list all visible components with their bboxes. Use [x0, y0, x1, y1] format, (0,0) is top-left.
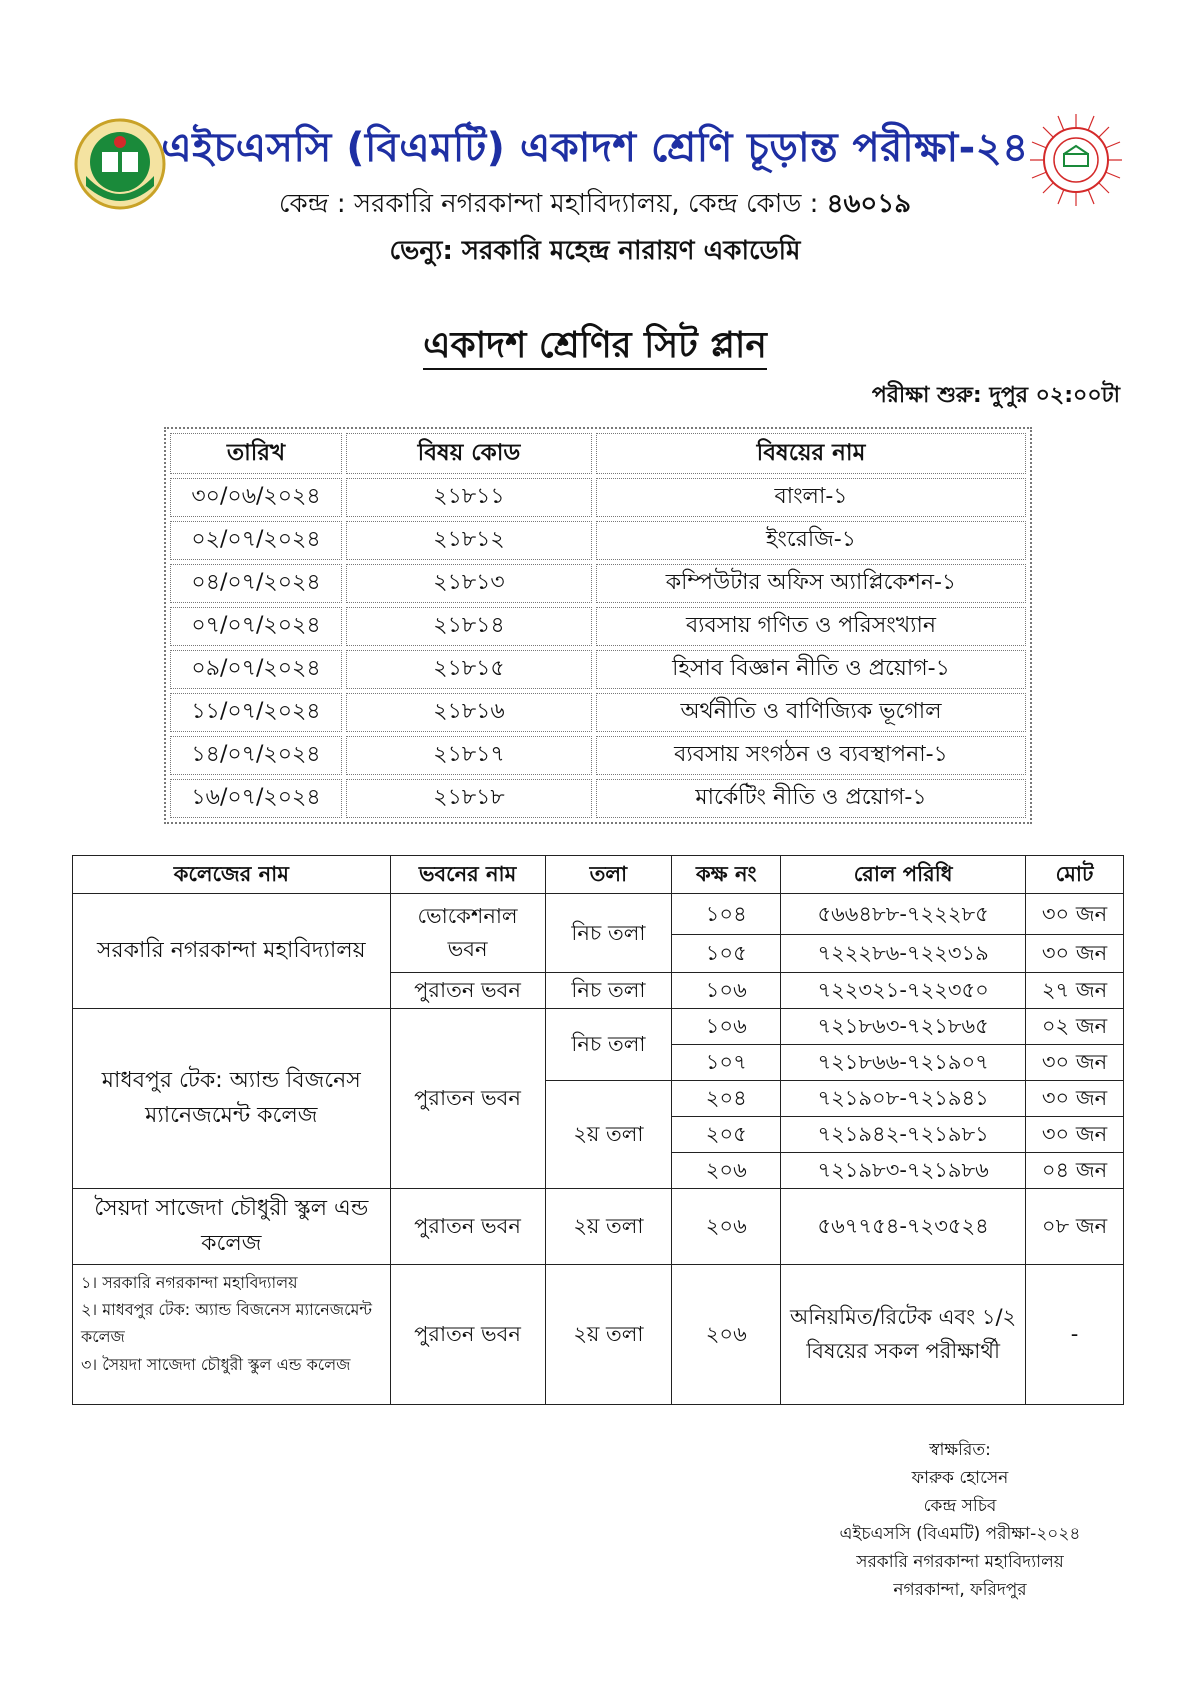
seat-header-row	[73, 856, 1124, 894]
subject-cell: ইংরেজি-১	[596, 521, 1026, 560]
floor-name: ২য় তলা	[545, 1189, 672, 1265]
roll-range: ৭২১৯৮৩-৭২১৯৮৬	[781, 1153, 1026, 1189]
college-name: সৈয়দা সাজেদা চৌধুরী স্কুল এন্ড কলেজ	[73, 1189, 391, 1265]
room-number: ১০৫	[672, 935, 781, 973]
venue-line: ভেন্যু: সরকারি মহেন্দ্র নারায়ণ একাডেমি	[389, 236, 801, 266]
date-cell: ০২/০৭/২০২৪	[170, 521, 342, 560]
date-cell: ৩০/০৬/২০২৪	[170, 478, 342, 517]
schedule-row	[170, 736, 1026, 775]
code-cell: ২১৮১২	[346, 521, 592, 560]
student-total: ৩০ জন	[1026, 1045, 1124, 1081]
student-total: ২৭ জন	[1026, 973, 1124, 1009]
exam-start-time: পরীক্ষা শুরু: দুপুর ০২:০০টা	[871, 383, 1120, 408]
schedule-row	[170, 521, 1026, 560]
code-cell: ২১৮১৭	[346, 736, 592, 775]
building-name: ভোকেশনাল ভবন	[390, 894, 545, 973]
schedule-row	[170, 693, 1026, 732]
roll-range: ৭২২৩২১-৭২২৩৫০	[781, 973, 1026, 1009]
roll-range: ৭২১৯৪২-৭২১৯৮১	[781, 1117, 1026, 1153]
schedule-header-row	[170, 433, 1026, 474]
subject-cell: মার্কেটিং নীতি ও প্রয়োগ-১	[596, 779, 1026, 818]
center-code: ৪৬০১৯	[826, 189, 912, 219]
code-cell: ২১৮১৮	[346, 779, 592, 818]
table-row	[73, 1265, 1124, 1405]
building-name: পুরাতন ভবন	[390, 973, 545, 1009]
schedule-row	[170, 650, 1026, 689]
building-name: পুরাতন ভবন	[390, 1009, 545, 1189]
college-name: মাধবপুর টেক: অ্যান্ড বিজনেস ম্যানেজমেন্ট কলেজ	[73, 1009, 391, 1189]
roll-range: ৫৬৭৭৫৪-৭২৩৫২৪	[781, 1189, 1026, 1265]
table-row	[73, 1189, 1124, 1265]
header-subject-name: বিষয়ের নাম	[596, 433, 1026, 474]
floor-name: ২য় তলা	[545, 1265, 672, 1405]
roll-range: ৭২১৮৬৩-৭২১৮৬৫	[781, 1009, 1026, 1045]
subject-cell: হিসাব বিজ্ঞান নীতি ও প্রয়োগ-১	[596, 650, 1026, 689]
center-line	[0, 183, 1190, 227]
subject-cell: ব্যবসায় গণিত ও পরিসংখ্যান	[596, 607, 1026, 646]
list-item: ৩। সৈয়দা সাজেদা চৌধুরী স্কুল এন্ড কলেজ	[81, 1354, 351, 1374]
list-item: ১। সরকারি নগরকান্দা মহাবিদ্যালয়	[81, 1273, 298, 1292]
signatory-location: নগরকান্দা, ফরিদপুর	[893, 1580, 1027, 1600]
sheet-title-text: একাদশ শ্রেণির সিট প্লান	[423, 325, 767, 370]
room-number: ১০৬	[672, 1009, 781, 1045]
sheet-title	[0, 318, 1190, 378]
subject-cell: বাংলা-১	[596, 478, 1026, 517]
code-cell: ২১৮১৬	[346, 693, 592, 732]
roll-range: ৭২২২৮৬-৭২২৩১৯	[781, 935, 1026, 973]
code-cell: ২১৮১৫	[346, 650, 592, 689]
signatory-institution: সরকারি নগরকান্দা মহাবিদ্যালয়	[856, 1552, 1064, 1572]
student-total: -	[1026, 1265, 1124, 1405]
table-row	[73, 894, 1124, 935]
student-total: ৩০ জন	[1026, 1081, 1124, 1117]
date-cell: ০৭/০৭/২০২৪	[170, 607, 342, 646]
date-cell: ১৪/০৭/২০২৪	[170, 736, 342, 775]
building-name: পুরাতন ভবন	[390, 1189, 545, 1265]
signatory-name: ফারুক হোসেন	[911, 1468, 1009, 1488]
student-total: ৩০ জন	[1026, 935, 1124, 973]
subject-cell: ব্যবসায় সংগঠন ও ব্যবস্থাপনা-১	[596, 736, 1026, 775]
student-total: ৩০ জন	[1026, 1117, 1124, 1153]
student-total: ৩০ জন	[1026, 894, 1124, 935]
irregular-college-list	[73, 1265, 391, 1405]
table-row	[73, 1009, 1124, 1045]
floor-name: নিচ তলা	[545, 894, 672, 973]
date-cell: ০৪/০৭/২০২৪	[170, 564, 342, 603]
signed-label: স্বাক্ষরিত:	[929, 1440, 991, 1460]
room-number: ১০৭	[672, 1045, 781, 1081]
subject-cell: কম্পিউটার অফিস অ্যাপ্লিকেশন-১	[596, 564, 1026, 603]
subject-cell: অর্থনীতি ও বাণিজ্যিক ভূগোল	[596, 693, 1026, 732]
roll-range: ৭২১৯০৮-৭২১৯৪১	[781, 1081, 1026, 1117]
roll-range: ৫৬৬৪৮৮-৭২২২৮৫	[781, 894, 1026, 935]
room-number: ১০৬	[672, 973, 781, 1009]
building-name: পুরাতন ভবন	[390, 1265, 545, 1405]
header-roll-range: রোল পরিধি	[781, 856, 1026, 894]
header-floor: তলা	[545, 856, 672, 894]
header-college: কলেজের নাম	[73, 856, 391, 894]
college-name: সরকারি নগরকান্দা মহাবিদ্যালয়	[73, 894, 391, 1009]
schedule-row	[170, 478, 1026, 517]
header-building: ভবনের নাম	[390, 856, 545, 894]
room-number: ১০৪	[672, 894, 781, 935]
signatory-role: কেন্দ্র সচিব	[923, 1496, 997, 1516]
signature-block	[820, 1436, 1100, 1604]
header-subject-code: বিষয় কোড	[346, 433, 592, 474]
floor-name: নিচ তলা	[545, 973, 672, 1009]
date-cell: ০৯/০৭/২০২৪	[170, 650, 342, 689]
code-cell: ২১৮১৪	[346, 607, 592, 646]
student-total: ০৪ জন	[1026, 1153, 1124, 1189]
schedule-row	[170, 607, 1026, 646]
exam-title: এইচএসসি (বিএমটি) একাদশ শ্রেণি চূড়ান্ত পরীক্ষা-২৪	[161, 125, 1029, 171]
center-label: কেন্দ্র : সরকারি নগরকান্দা মহাবিদ্যালয়, কেন্দ্র কোড :	[278, 189, 819, 219]
room-number: ২০৬	[672, 1153, 781, 1189]
room-number: ২০৪	[672, 1081, 781, 1117]
floor-name: ২য় তলা	[545, 1081, 672, 1189]
room-number: ২০৬	[672, 1189, 781, 1265]
room-number: ২০৫	[672, 1117, 781, 1153]
schedule-row	[170, 779, 1026, 818]
floor-name: নিচ তলা	[545, 1009, 672, 1081]
exam-schedule-table	[164, 427, 1032, 824]
seat-plan-table	[72, 855, 1124, 1405]
schedule-row	[170, 564, 1026, 603]
room-number: ২০৬	[672, 1265, 781, 1405]
roll-range: ৭২১৮৬৬-৭২১৯০৭	[781, 1045, 1026, 1081]
list-item: ২। মাধবপুর টেক: অ্যান্ড বিজনেস ম্যানেজমেন্ট কলেজ	[81, 1300, 373, 1347]
code-cell: ২১৮১৩	[346, 564, 592, 603]
date-cell: ১১/০৭/২০২৪	[170, 693, 342, 732]
signatory-exam: এইচএসসি (বিএমটি) পরীক্ষা-২০২৪	[839, 1524, 1081, 1544]
student-total: ০৮ জন	[1026, 1189, 1124, 1265]
header-total: মোট	[1026, 856, 1124, 894]
header-room: কক্ষ নং	[672, 856, 781, 894]
header-date: তারিখ	[170, 433, 342, 474]
code-cell: ২১৮১১	[346, 478, 592, 517]
date-cell: ১৬/০৭/২০২৪	[170, 779, 342, 818]
student-total: ০২ জন	[1026, 1009, 1124, 1045]
irregular-note: অনিয়মিত/রিটেক এবং ১/২ বিষয়ের সকল পরীক্ষার্থী	[781, 1265, 1026, 1405]
